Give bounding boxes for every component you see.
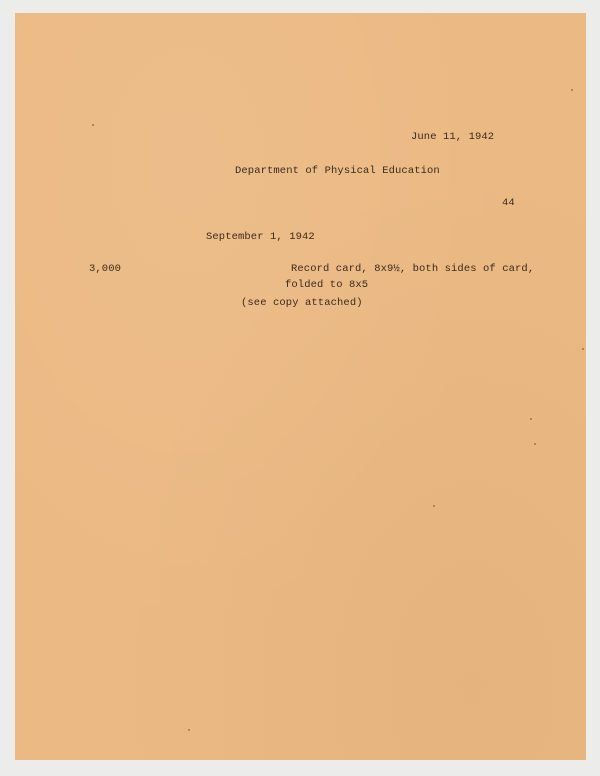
document-number: 44	[502, 197, 515, 209]
due-date: September 1, 1942	[206, 231, 315, 243]
paper-speck	[530, 418, 532, 420]
paper-sheet	[15, 13, 586, 760]
item-description-line-1: Record card, 8x9½, both sides of card,	[291, 263, 535, 275]
paper-speck	[188, 729, 190, 731]
item-note: (see copy attached)	[241, 297, 363, 309]
paper-speck	[92, 124, 94, 126]
paper-speck	[433, 505, 435, 507]
paper-speck	[571, 89, 573, 91]
order-quantity: 3,000	[89, 263, 122, 275]
document-date: June 11, 1942	[411, 131, 495, 143]
department-name: Department of Physical Education	[235, 165, 440, 177]
item-description-line-2: folded to 8x5	[285, 279, 369, 291]
paper-speck	[534, 443, 536, 445]
paper-speck	[582, 348, 584, 350]
